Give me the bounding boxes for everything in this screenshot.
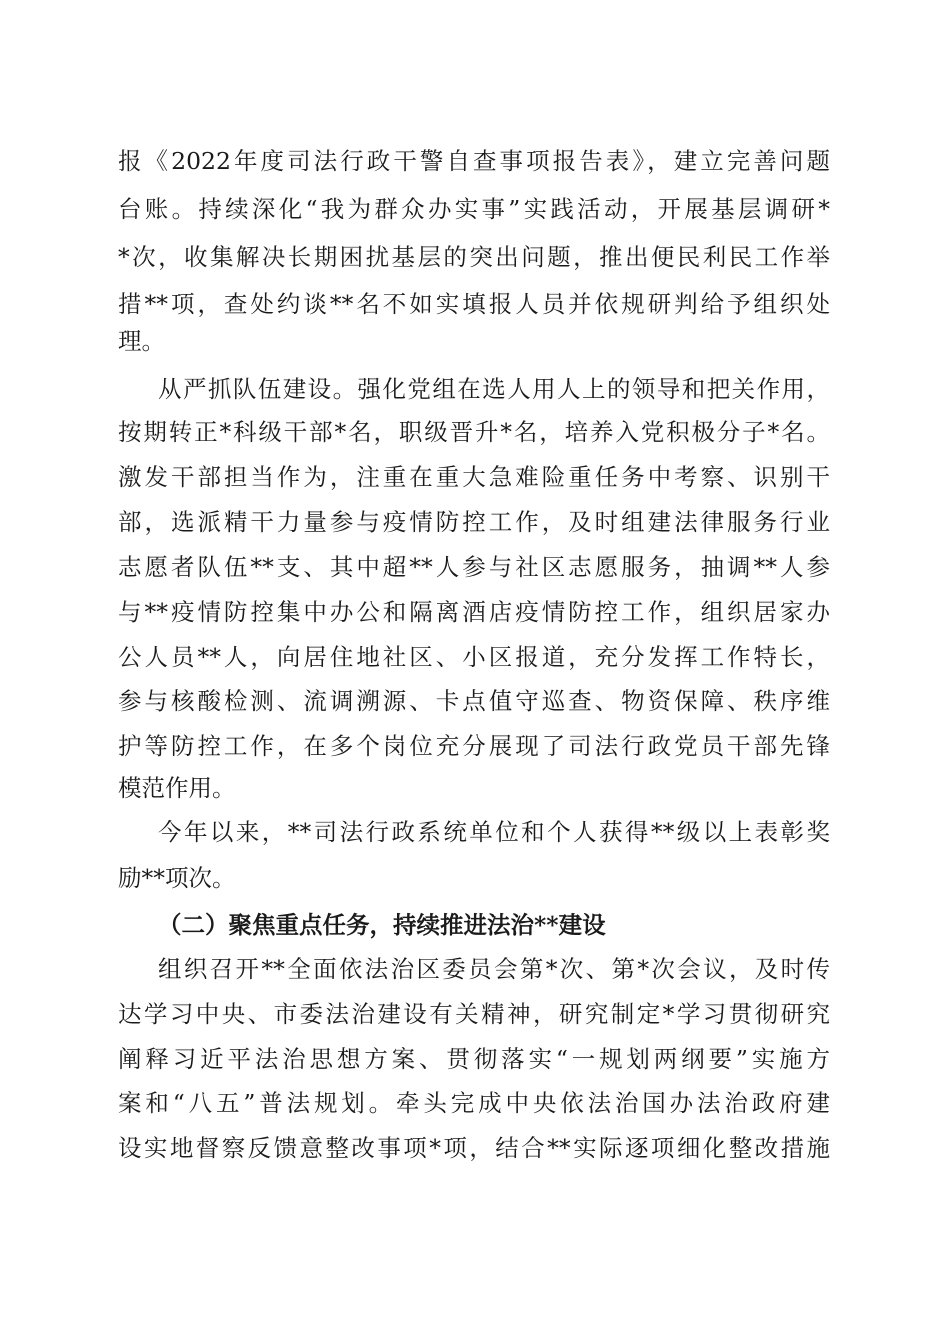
text-line: 模范作用。 (118, 774, 236, 802)
text-line: 达学习中央、市委法治建设有关精神，研究制定*学习贯彻研究 (118, 1000, 830, 1028)
text-line: 阐释习近平法治思想方案、贯彻落实“一规划两纲要”实施方 (118, 1045, 830, 1073)
text-line: 公人员**人，向居住地社区、小区报道，充分发挥工作特长， (118, 643, 830, 671)
text-line: 台账。持续深化“我为群众办实事”实践活动，开展基层调研* (118, 195, 830, 223)
text-line: 理。 (118, 327, 165, 355)
text-line: 志愿者队伍**支、其中超**人参与社区志愿服务，抽调**人参 (118, 553, 830, 581)
text-line: 设实地督察反馈意整改事项*项，结合**实际逐项细化整改措施 (118, 1134, 830, 1162)
text-line: 措**项，查处约谈**名不如实填报人员并依规研判给予组织处 (118, 290, 830, 318)
text-line: *次，收集解决长期困扰基层的突出问题，推出便民利民工作举 (118, 243, 830, 271)
text-line: 部，选派精干力量参与疫情防控工作，及时组建法律服务行业 (118, 508, 830, 536)
text-line: 护等防控工作，在多个岗位充分展现了司法行政党员干部先锋 (118, 732, 830, 760)
paragraph-start-line: 从严抓队伍建设。强化党组在选人用人上的领导和把关作用， (158, 375, 830, 403)
text-line: 按期转正*科级干部*名，职级晋升*名，培养入党积极分子*名。 (118, 418, 830, 446)
text-line: 励**项次。 (118, 864, 236, 892)
paragraph-start-line: 今年以来，**司法行政系统单位和个人获得**级以上表彰奖 (158, 818, 830, 846)
text-line: 激发干部担当作为，注重在重大急难险重任务中考察、识别干 (118, 463, 830, 491)
paragraph-start-line: 组织召开**全面依法治区委员会第*次、第*次会议，及时传 (158, 955, 830, 983)
text-line: 案和“八五”普法规划。牵头完成中央依法治国办法治政府建 (118, 1089, 830, 1117)
text-line: 参与核酸检测、流调溯源、卡点值守巡查、物资保障、秩序维 (118, 687, 830, 715)
text-line: 报《2022年度司法行政干警自查事项报告表》，建立完善问题 (118, 147, 830, 175)
text-line: 与**疫情防控集中办公和隔离酒店疫情防控工作，组织居家办 (118, 598, 830, 626)
section-heading: （二）聚焦重点任务，持续推进法治**建设 (158, 911, 606, 939)
